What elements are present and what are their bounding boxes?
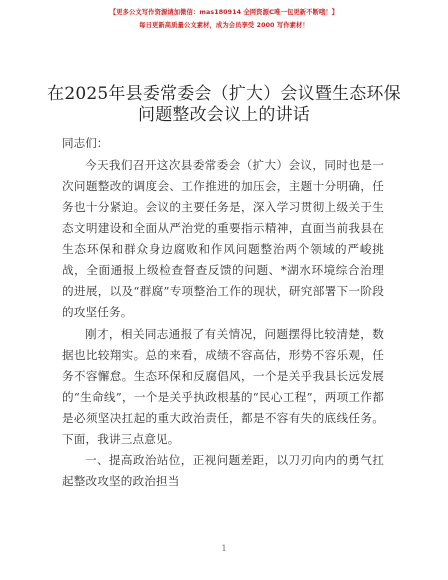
paragraph-2: 刚才，相关同志通报了有关情况，问题摆得比较清楚，数据也比较翔实。总的来看，成绩不容高估，形势不容乐观，任务不容懈怠。生态环保和反腐倡风，一个是关乎我县长远发展的“生命线”，一个是关乎执政根基的“民心工程”，两项工作都是必须坚决扛起的重大政治责任，都是不容有失的底线任务。下面，我讲三点意见。 — [62, 327, 384, 446]
paragraph-1: 今天我们召开这次县委常委会（扩大）会议，同时也是一次问题整改的调度会、工作推进的加压会，主题十分明确，任务也十分紧迫。会议的主要任务是，深入学习贯彻上级关于生态文明建设和全面从严治党的重要指示精神，直面当前我县在生态环保和群众身边腐败和作风问题整治两个领域的严峻挑战，全面通报上级检查督查反馈的问题、*湖水环境综合治理的进展，以及“群腐”专项整治工作的现状，研究部署下一阶段的攻坚任务。 — [62, 158, 384, 319]
promo-banner-line-1: 【更多公文写作资源请加微信：mas180914 全网资源ᕦ唯一包更新不断哦！】 — [109, 9, 339, 16]
promo-banner — [0, 6, 448, 32]
promo-banner-line-2: 每日更新高质量公文素材，成为会员享受 2000 写作素材！ — [139, 22, 309, 29]
salutation: 同志们： — [62, 136, 109, 150]
page-number: 1 — [221, 544, 227, 553]
document-title-line-1: 在2025年县委常委会（扩大）会议暨生态环保 — [47, 84, 401, 104]
document-title — [20, 84, 428, 126]
document-title-line-2: 问题整改会议上的讲话 — [138, 105, 310, 125]
section-heading-1: 一、提高政治站位，正视问题差距，以刀刃向内的勇气扛起整改攻坚的政治担当 — [62, 453, 384, 488]
